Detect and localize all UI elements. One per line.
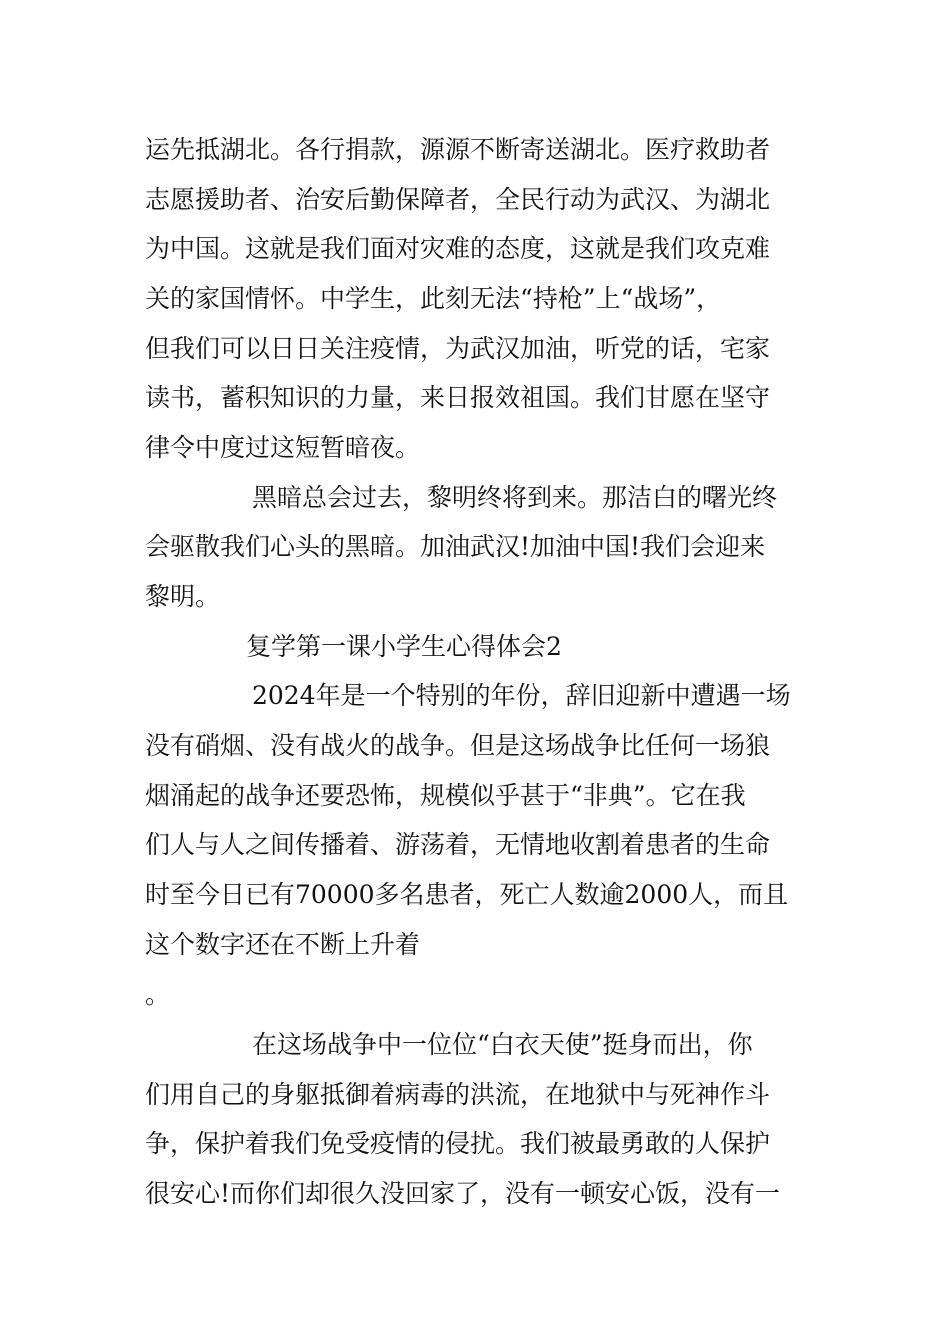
- text-line: 争，保护着我们免受疫情的侵扰。我们被最勇敢的人保护: [145, 1129, 771, 1158]
- text-line: 烟涌起的战争还要恐怖，规模似乎甚于“非典”。它在我: [145, 781, 746, 810]
- paragraph-first-line: 黑暗总会过去，黎明终将到来。那洁白的曙光终: [252, 483, 778, 512]
- text-line: 读书，蓄积知识的力量，来日报效祖国。我们甘愿在坚守: [145, 383, 771, 412]
- text-line: 们用自己的身躯抵御着病毒的洪流，在地狱中与死神作斗: [145, 1080, 771, 1109]
- text-line: 时至今日已有70000多名患者，死亡人数逾2000人，而且: [145, 880, 789, 909]
- text-line: 们人与人之间传播着、游荡着，无情地收割着患者的生命: [145, 830, 771, 859]
- text-line: 很安心!而你们却很久没回家了，没有一顿安心饭，没有一: [145, 1179, 781, 1208]
- text-line: 关的家国情怀。中学生，此刻无法“持枪”上“战场”，: [145, 284, 722, 313]
- paragraph-first-line: 2024年是一个特别的年份，辞旧迎新中遭遇一场: [252, 681, 791, 710]
- paragraph-first-line: 在这场战争中一位位“白衣天使”挺身而出，你: [252, 1030, 753, 1059]
- text-line: 黎明。: [145, 582, 221, 611]
- section-heading: 复学第一课小学生心得体会2: [246, 632, 562, 661]
- text-line: 没有硝烟、没有战火的战争。但是这场战争比任何一场狼: [145, 731, 771, 760]
- text-line: 。: [145, 980, 171, 1009]
- text-line: 律令中度过这短暂暗夜。: [145, 433, 421, 462]
- text-line: 运先抵湖北。各行捐款，源源不断寄送湖北。医疗救助者: [145, 135, 771, 164]
- text-line: 志愿援助者、治安后勤保障者，全民行动为武汉、为湖北: [145, 185, 771, 214]
- text-line: 会驱散我们心头的黑暗。加油武汉!加油中国!我们会迎来: [145, 532, 766, 561]
- text-line: 但我们可以日日关注疫情，为武汉加油，听党的话，宅家: [145, 334, 771, 363]
- text-line: 为中国。这就是我们面对灾难的态度，这就是我们攻克难: [145, 234, 771, 263]
- text-line: 这个数字还在不断上升着: [145, 930, 421, 959]
